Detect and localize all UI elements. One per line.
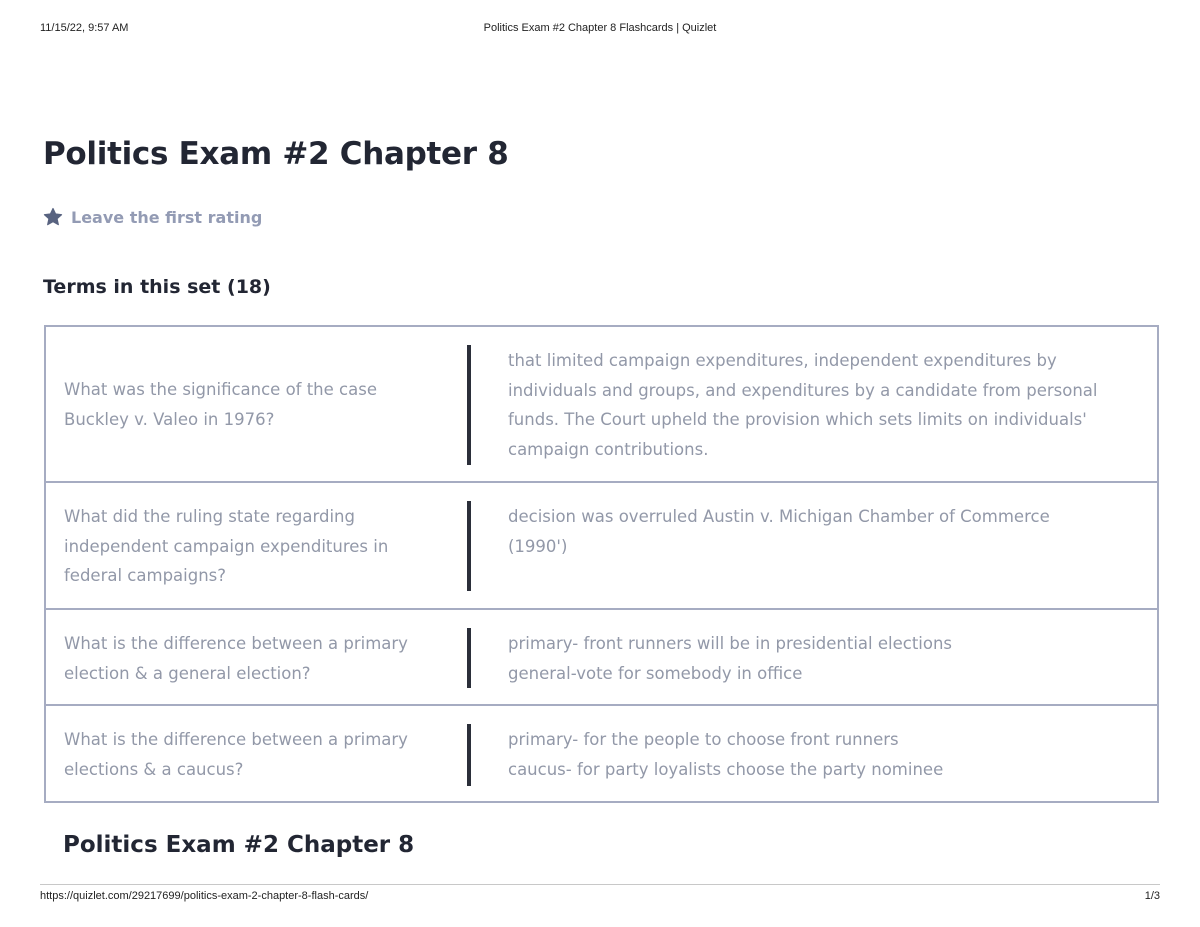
definition-text: that limited campaign expenditures, independent expenditures by individuals and groups, and expenditures by a candidate from personal funds. The Court upheld the provision which sets limits on individuals' campaign contributions.: [508, 351, 1098, 459]
print-header: [40, 22, 1160, 38]
definition-text: decision was overruled Austin v. Michigan Chamber of Commerce (1990'): [508, 507, 1050, 556]
page-title: Politics Exam #2 Chapter 8: [43, 136, 509, 172]
card-divider: [467, 628, 471, 688]
print-document-title: Politics Exam #2 Chapter 8 Flashcards | Quizlet: [483, 22, 717, 34]
page-url: https://quizlet.com/29217699/politics-exam-2-chapter-8-flash-cards/: [40, 890, 369, 902]
term-card: [44, 481, 1159, 610]
print-date: 11/15/22, 9:57 AM: [40, 22, 129, 34]
footer-divider: [40, 884, 1160, 885]
definition-text: primary- front runners will be in presidential elections general-vote for somebody in office: [508, 634, 953, 683]
terms-list: [44, 325, 1159, 803]
term-text: What did the ruling state regarding independent campaign expenditures in federal campaigns?: [64, 507, 389, 585]
term-text: What was the significance of the case Buckley v. Valeo in 1976?: [64, 380, 377, 429]
terms-heading: Terms in this set (18): [43, 276, 271, 298]
print-footer: [40, 890, 1160, 906]
definition-text: primary- for the people to choose front runners caucus- for party loyalists choose the party nominee: [508, 730, 944, 779]
term-card: [44, 704, 1159, 803]
section-title: Politics Exam #2 Chapter 8: [63, 832, 415, 858]
card-divider: [467, 724, 471, 786]
rating-label: Leave the first rating: [71, 207, 263, 227]
term-text: What is the difference between a primary elections & a caucus?: [64, 730, 408, 779]
leave-rating-button[interactable]: [43, 206, 262, 228]
term-card: [44, 608, 1159, 706]
card-divider: [467, 345, 471, 465]
term-text: What is the difference between a primary election & a general election?: [64, 634, 408, 683]
page-number: 1/3: [1144, 890, 1160, 902]
term-card: [44, 325, 1159, 483]
card-divider: [467, 501, 471, 591]
star-icon: [43, 207, 63, 227]
